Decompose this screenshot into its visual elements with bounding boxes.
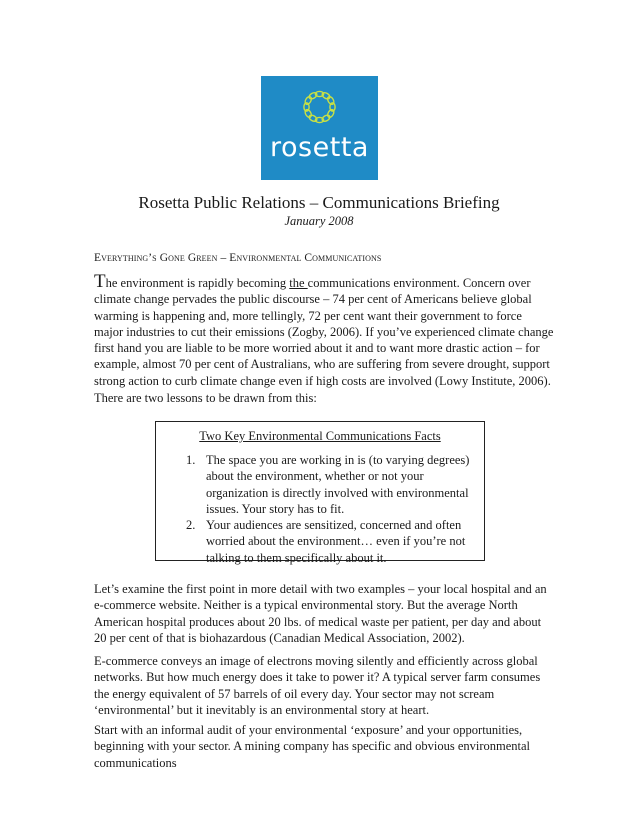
intro-text-rest: communications environment. Concern over climate change pervades the public discourse – 74 per cent of Americans believe global warming is happening and, more tellingly, 72 per cent want their government to force major industries to cut their emissions (Zogby, 2006). If you’ve experienced climate change first hand you are liable to be more worried about it and to want more drastic action – for example, almost 70 per cent of Australians, who are suffering from severe drought, support strong action to curb climate change even if high costs are involved (Lowy Institute, 2006). [94, 276, 554, 388]
list-item-text: The space you are working in is (to varying degrees) about the environment, whether or not your organization is directly involved with environmental issues. Your story has to fit. [206, 453, 470, 516]
logo-wordmark: rosetta [270, 132, 369, 163]
hospital-paragraph: Let’s examine the first point in more detail with two examples – your local hospital and an e-commerce website. Neither is a typical environmental story. But the average North American hospital produces about 20 lbs. of medical waste per patient, per day and about 20 per cent of that is biohazardous (Canadian Medical Association, 2002). [94, 582, 547, 645]
facts-list [186, 452, 476, 566]
list-item-text: Your audiences are sensitized, concerned and often worried about the environment… even if you’re not talking to them specifically about it. [206, 518, 466, 565]
list-item-number: 2. [186, 518, 196, 533]
intro-paragraph [94, 271, 554, 389]
facts-box [155, 421, 485, 565]
flower-petal [326, 96, 335, 106]
intro-emphasis: the [289, 276, 308, 290]
list-item [186, 452, 476, 517]
page-title: Rosetta Public Relations – Communications Briefing [138, 193, 500, 212]
flower-petal [308, 114, 318, 123]
audit-paragraph: Start with an informal audit of your environmental ‘exposure’ and your opportunities, beginning with your sector. A mining company has specific and obvious environmental communications [94, 723, 531, 770]
lessons-paragraph: There are two lessons to be drawn from this: [94, 391, 317, 405]
ecommerce-paragraph: E-commerce conveys an image of electrons moving silently and efficiently across global networks. But how much energy does it take to power it? A typical server farm consumes the energy equivalent of 57 barrels of oil every day. Your sector may not scream ‘environmental’ but it inevitably is an environmental story at heart. [94, 654, 541, 717]
flower-petal [326, 109, 335, 119]
briefing-date: January 2008 [284, 214, 354, 228]
flower-ring-icon [261, 76, 378, 136]
flower-petal [321, 91, 331, 100]
flower-petal [304, 96, 313, 106]
intro-text-start: he environment is rapidly becoming [105, 276, 290, 290]
rosetta-logo [261, 76, 378, 180]
list-item [186, 517, 476, 566]
section-heading: Everything’s Gone Green – Environmental Communications [94, 252, 382, 264]
facts-box-title: Two Key Environmental Communications Facts [199, 429, 441, 443]
drop-cap: T [94, 271, 106, 292]
list-item-number: 1. [186, 453, 196, 467]
